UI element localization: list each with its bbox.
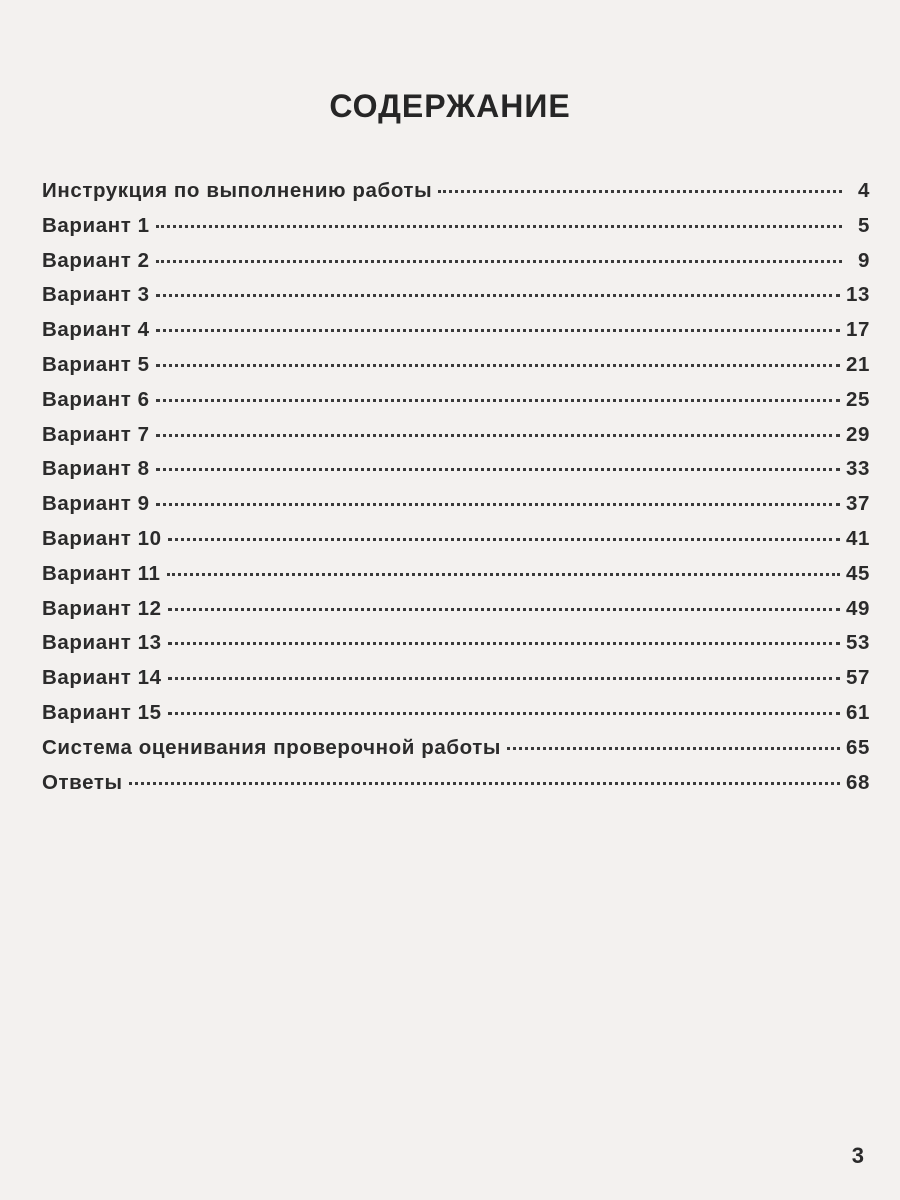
toc-entry — [42, 771, 870, 806]
toc-entry-page: 17 — [845, 318, 870, 342]
toc-entry-label: Вариант 9 — [42, 492, 150, 516]
toc-dot-leader — [156, 329, 840, 332]
toc-entry-page: 5 — [857, 213, 870, 237]
page-number: 3 — [851, 1143, 864, 1168]
toc-entry — [42, 562, 870, 597]
toc-dot-leader — [156, 364, 840, 367]
toc-entry-label: Вариант 7 — [42, 422, 150, 446]
toc-dot-leader — [156, 399, 840, 402]
toc-entry — [42, 492, 870, 527]
toc-entry-page: 37 — [845, 492, 870, 516]
toc-entry — [42, 388, 870, 423]
toc-entry-label: Вариант 2 — [42, 248, 150, 272]
toc-dot-leader — [168, 677, 840, 680]
toc-entry-page: 49 — [845, 596, 870, 620]
toc-entry — [42, 631, 870, 666]
toc-entry-page: 41 — [845, 526, 870, 550]
toc-entry — [42, 318, 870, 353]
toc-entry-label: Вариант 8 — [42, 457, 150, 481]
toc-entry — [42, 179, 870, 214]
toc-entry-page: 61 — [845, 700, 870, 724]
toc-entry-label: Вариант 4 — [42, 318, 150, 342]
toc-entry — [42, 527, 870, 562]
toc-entry-label: Вариант 10 — [42, 526, 162, 550]
toc-entry-page: 13 — [845, 283, 870, 307]
toc-dot-leader — [168, 642, 840, 645]
toc-dot-leader — [156, 225, 842, 228]
toc-dot-leader — [507, 747, 840, 750]
toc-entry-label: Вариант 12 — [42, 596, 162, 620]
toc-entry-page: 21 — [845, 352, 870, 376]
page-title: СОДЕРЖАНИЕ — [329, 88, 571, 124]
toc-dot-leader — [156, 294, 840, 297]
toc-entry-page: 25 — [845, 387, 870, 411]
toc-entry-page: 57 — [845, 666, 870, 690]
toc-entry-label: Вариант 11 — [42, 561, 161, 585]
toc-entry-page: 9 — [857, 248, 870, 272]
toc-dot-leader — [156, 260, 842, 263]
toc-entry — [42, 423, 870, 458]
toc-entry — [42, 214, 870, 249]
toc-entry-label: Вариант 6 — [42, 387, 150, 411]
toc-entry — [42, 597, 870, 632]
toc-entry — [42, 666, 870, 701]
toc-entry-label: Вариант 13 — [42, 631, 162, 655]
toc-entry-label: Ответы — [42, 770, 123, 794]
toc-entry-label: Вариант 15 — [42, 700, 162, 724]
toc-entry — [42, 249, 870, 284]
toc-entry-label: Вариант 3 — [42, 283, 150, 307]
toc-entry-page: 4 — [857, 179, 870, 202]
toc-entry-label: Система оценивания проверочной работы — [42, 735, 501, 759]
toc-entry — [42, 701, 870, 736]
toc-dot-leader — [168, 538, 840, 541]
toc-entry-label: Вариант 14 — [42, 666, 162, 690]
toc-dot-leader — [438, 190, 842, 193]
toc-dot-leader — [156, 434, 840, 437]
toc-entry — [42, 283, 870, 318]
toc-entry-page: 33 — [845, 457, 870, 481]
toc-entry-page: 29 — [845, 422, 870, 446]
toc-dot-leader — [167, 573, 840, 576]
toc-entry-label: Инструкция по выполнению работы — [42, 179, 433, 202]
toc-entry-label: Вариант 5 — [42, 352, 150, 376]
toc-entry — [42, 353, 870, 388]
toc-dot-leader — [129, 782, 840, 785]
toc-dot-leader — [156, 468, 840, 471]
toc-entry-page: 53 — [845, 631, 870, 655]
table-of-contents — [42, 179, 870, 805]
toc-entry-label: Вариант 1 — [42, 213, 150, 237]
toc-entry — [42, 457, 870, 492]
toc-entry — [42, 736, 870, 771]
toc-dot-leader — [168, 608, 840, 611]
toc-dot-leader — [156, 503, 840, 506]
toc-entry-page: 65 — [845, 735, 870, 759]
toc-dot-leader — [168, 712, 840, 715]
toc-entry-page: 45 — [845, 561, 870, 585]
toc-entry-page: 68 — [845, 770, 870, 794]
